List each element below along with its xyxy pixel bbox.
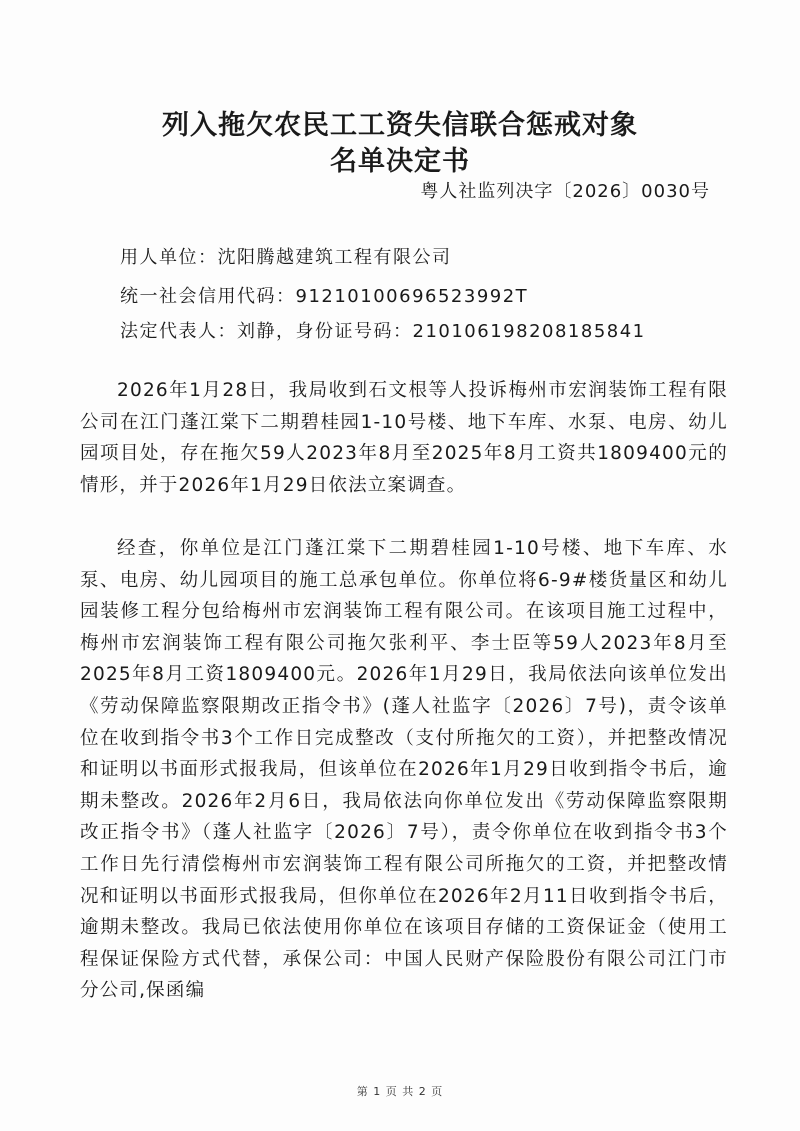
employer-line: 用人单位：沈阳腾越建筑工程有限公司 bbox=[120, 247, 452, 268]
credit-code-line: 统一社会信用代码：91210100696523992T bbox=[120, 286, 529, 307]
paragraph-1-text: 2026年1月28日，我局收到石文根等人投诉梅州市宏润装饰工程有限公司在江门蓬江棠下二期碧桂园1-10号楼、地下车库、水泵、电房、幼儿园项目处，存在拖欠59人2023年8月至2025年8月工资共1809400元的情形，并于2026年1月29日依法立案调查。 bbox=[80, 380, 728, 496]
legal-representative-line: 法定代表人：刘静，身份证号码：210106198208185841 bbox=[120, 321, 646, 342]
page-footer: 第 1 页 共 2 页 bbox=[356, 1085, 444, 1098]
document-number: 粤人社监列决字〔2026〕0030号 bbox=[420, 181, 710, 202]
paragraph-investigation bbox=[80, 533, 728, 1007]
paragraph-2-text: 经查，你单位是江门蓬江棠下二期碧桂园1-10号楼、地下车库、水泵、电房、幼儿园项目的施工总承包单位。你单位将6-9#楼货量区和幼儿园装修工程分包给梅州市宏润装饰工程有限公司。在该项目施工过程中，梅州市宏润装饰工程有限公司拖欠张利平、李士臣等59人2023年8月至2025年8月工资1809400元。2026年1月29日，我局依法向该单位发出《劳动保障监察限期改正指令书》(蓬人社监字〔2026〕7号)，责令该单位在收到指令书3个工作日完成整改（支付所拖欠的工资），并把整改情况和证明以书面形式报我局，但该单位在2026年1月29日收到指令书后，逾期未整改。2026年2月6日，我局依法向你单位发出《劳动保障监察限期改正指令书》（蓬人社监字〔2026〕7号），责令你单位在收到指令书3个工作日先行清偿梅州市宏润装饰工程有限公司所拖欠的工资，并把整改情况和证明以书面形式报我局，但你单位在2026年2月11日收到指令书后，逾期未整改。我局已依法使用你单位在该项目存储的工资保证金（使用工程保证保险方式代替，承保公司：中国人民财产保险股份有限公司江门市分公司,保函编 bbox=[80, 538, 728, 1002]
paragraph-complaint bbox=[80, 375, 728, 501]
document-title-line1: 列入拖欠农民工工资失信联合惩戒对象 bbox=[162, 110, 638, 141]
document-title-line2: 名单决定书 bbox=[330, 146, 470, 177]
